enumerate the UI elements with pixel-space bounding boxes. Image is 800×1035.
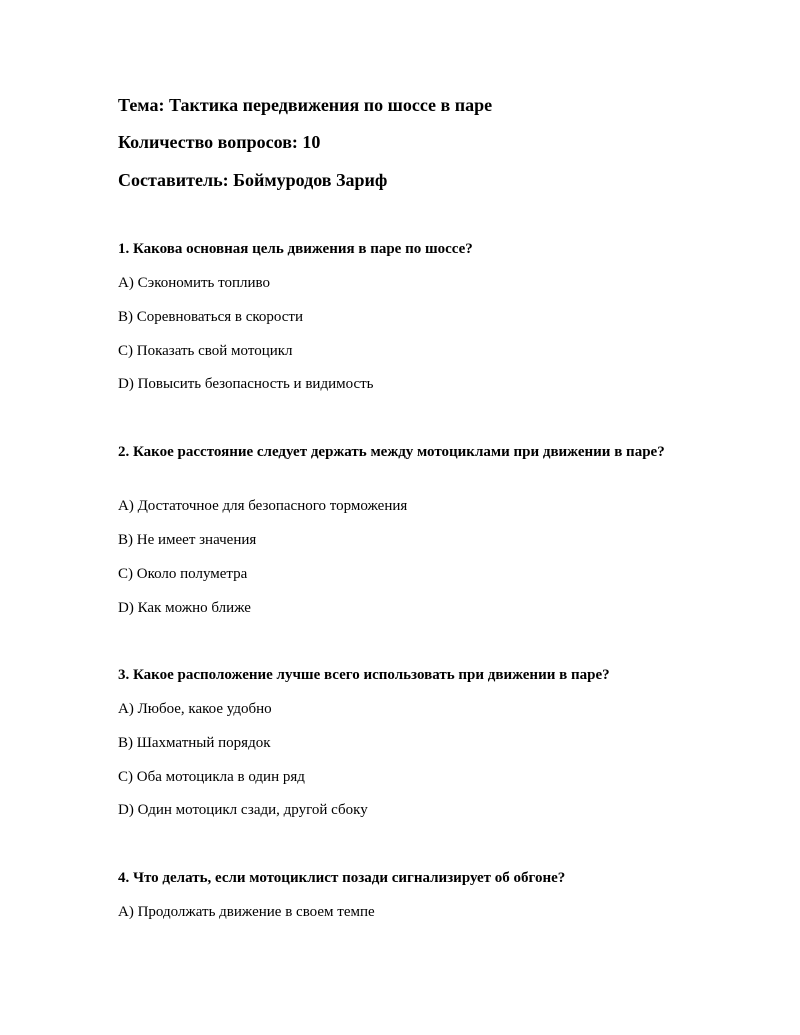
question-2-option-d: D) Как можно ближе (118, 600, 251, 616)
question-2-option-b: B) Не имеет значения (118, 532, 257, 548)
question-2-title: 2. Какое расстояние следует держать между мотоциклами при движении в паре? (118, 444, 665, 460)
question-count: Количество вопросов: 10 (118, 132, 321, 152)
question-1-option-b: B) Соревноваться в скорости (118, 309, 304, 325)
question-3-option-b: B) Шахматный порядок (118, 735, 271, 751)
question-3-option-c: C) Оба мотоцикла в один ряд (118, 769, 305, 785)
question-3-title: 3. Какое расположение лучше всего использовать при движении в паре? (118, 667, 610, 683)
question-3-option-a: A) Любое, какое удобно (118, 701, 272, 717)
question-1-option-a: A) Сэкономить топливо (118, 275, 271, 291)
topic-title: Тема: Тактика передвижения по шоссе в паре (118, 95, 493, 115)
author-line: Составитель: Боймуродов Зариф (118, 170, 388, 190)
question-2-option-a: A) Достаточное для безопасного торможения (118, 498, 408, 514)
question-3-option-d: D) Один мотоцикл сзади, другой сбоку (118, 802, 368, 818)
question-2-option-c: C) Около полуметра (118, 566, 248, 582)
question-4-title: 4. Что делать, если мотоциклист позади сигнализирует об обгоне? (118, 870, 566, 886)
question-1-option-d: D) Повысить безопасность и видимость (118, 376, 374, 392)
question-4-option-a: A) Продолжать движение в своем темпе (118, 904, 375, 920)
question-1-option-c: C) Показать свой мотоцикл (118, 343, 293, 359)
question-1-title: 1. Какова основная цель движения в паре по шоссе? (118, 241, 473, 257)
